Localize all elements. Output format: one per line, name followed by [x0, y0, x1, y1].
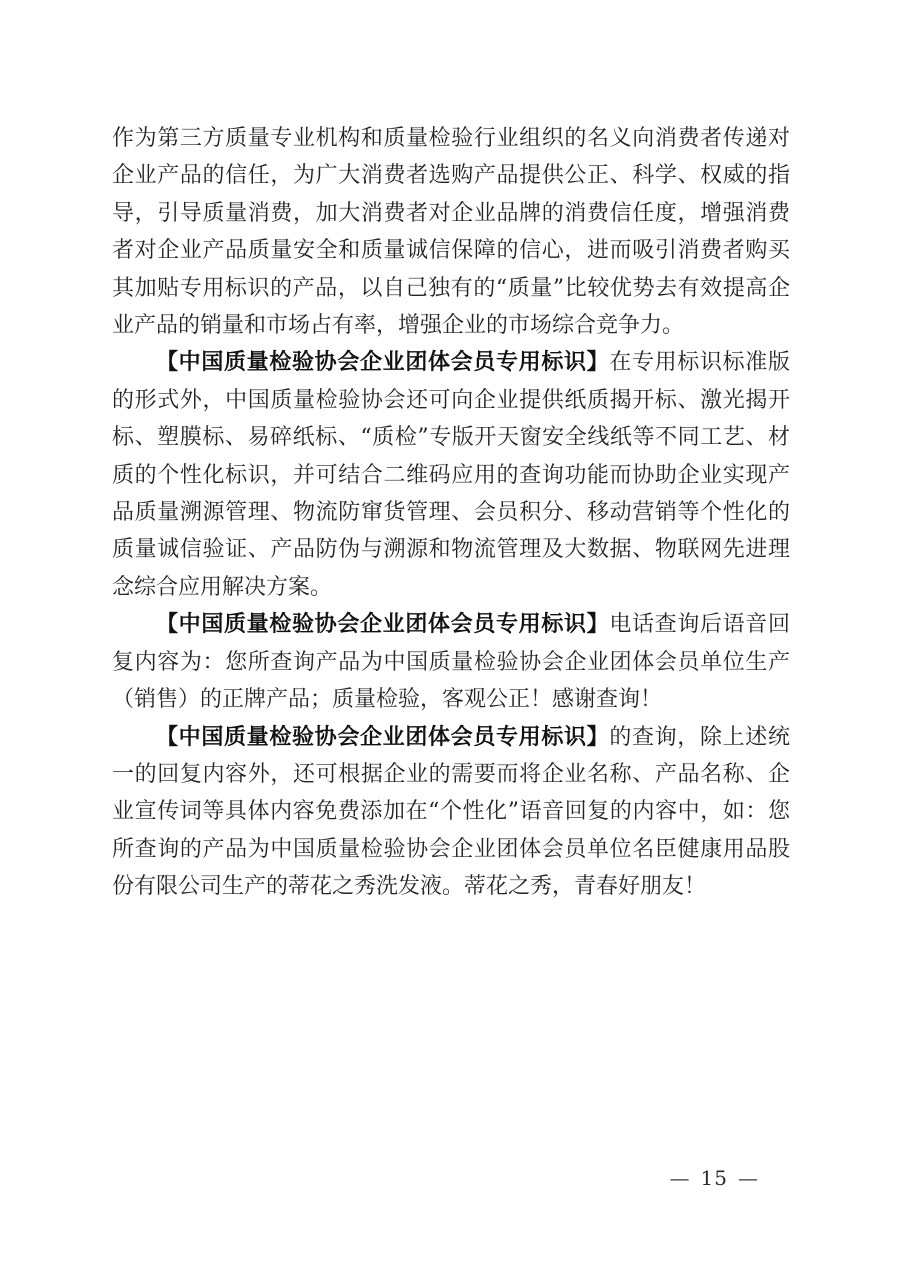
footer-right-dash: — — [738, 1166, 759, 1190]
paragraph-bold-heading: 【中国质量检验协会企业团体会员专用标识】 — [156, 349, 610, 376]
paragraph-text: 作为第三方质量专业机构和质量检验行业组织的名义向消费者传递对企业产品的信任，为广大消费者选购产品提供公正、科学、权威的指导，引导质量消费，加大消费者对企业品牌的消费信任度，增强消费者对企业产品质量安全和质量诚信保障的信心，进而吸引消费者购买其加贴专用标识的产品，以自己独有的“质量”比较优势去有效提高企业产品的销量和市场占有率，增强企业的市场综合竞争力。 — [112, 126, 790, 339]
paragraph — [112, 606, 790, 718]
page-number-footer — [660, 1166, 769, 1190]
paragraph — [112, 719, 790, 906]
paragraph-text: 在专用标识标准版的形式外，中国质量检验协会还可向企业提供纸质揭开标、激光揭开标、塑膜标、易碎纸标、“质检”专版开天窗安全线纸等不同工艺、材质的个性化标识，并可结合二维码应用的查询功能而协助企业实现产品质量溯源管理、物流防窜货管理、会员积分、移动营销等个性化的质量诚信验证、产品防伪与溯源和物流管理及大数据、物联网先进理念综合应用解决方案。 — [112, 350, 790, 600]
footer-left-dash: — — [669, 1166, 691, 1190]
paragraph-text: 的查询，除上述统一的回复内容外，还可根据企业的需要而将企业名称、产品名称、企业宣传词等具体内容免费添加在“个性化”语音回复的内容中，如：您所查询的产品为中国质量检验协会企业团体会员单位名臣健康用品股份有限公司生产的蒂花之秀洗发液。蒂花之秀，青春好朋友！ — [112, 724, 790, 900]
paragraph — [112, 344, 790, 606]
paragraph — [112, 120, 790, 344]
paragraph-bold-heading: 【中国质量检验协会企业团体会员专用标识】 — [156, 723, 610, 750]
document-body — [112, 120, 790, 906]
paragraph-bold-heading: 【中国质量检验协会企业团体会员专用标识】 — [156, 611, 610, 638]
page-number: 15 — [700, 1166, 728, 1190]
paragraph-text: 电话查询后语音回复内容为：您所查询产品为中国质量检验协会企业团体会员单位生产（销售）的正牌产品；质量检验，客观公正！感谢查询！ — [112, 612, 790, 713]
